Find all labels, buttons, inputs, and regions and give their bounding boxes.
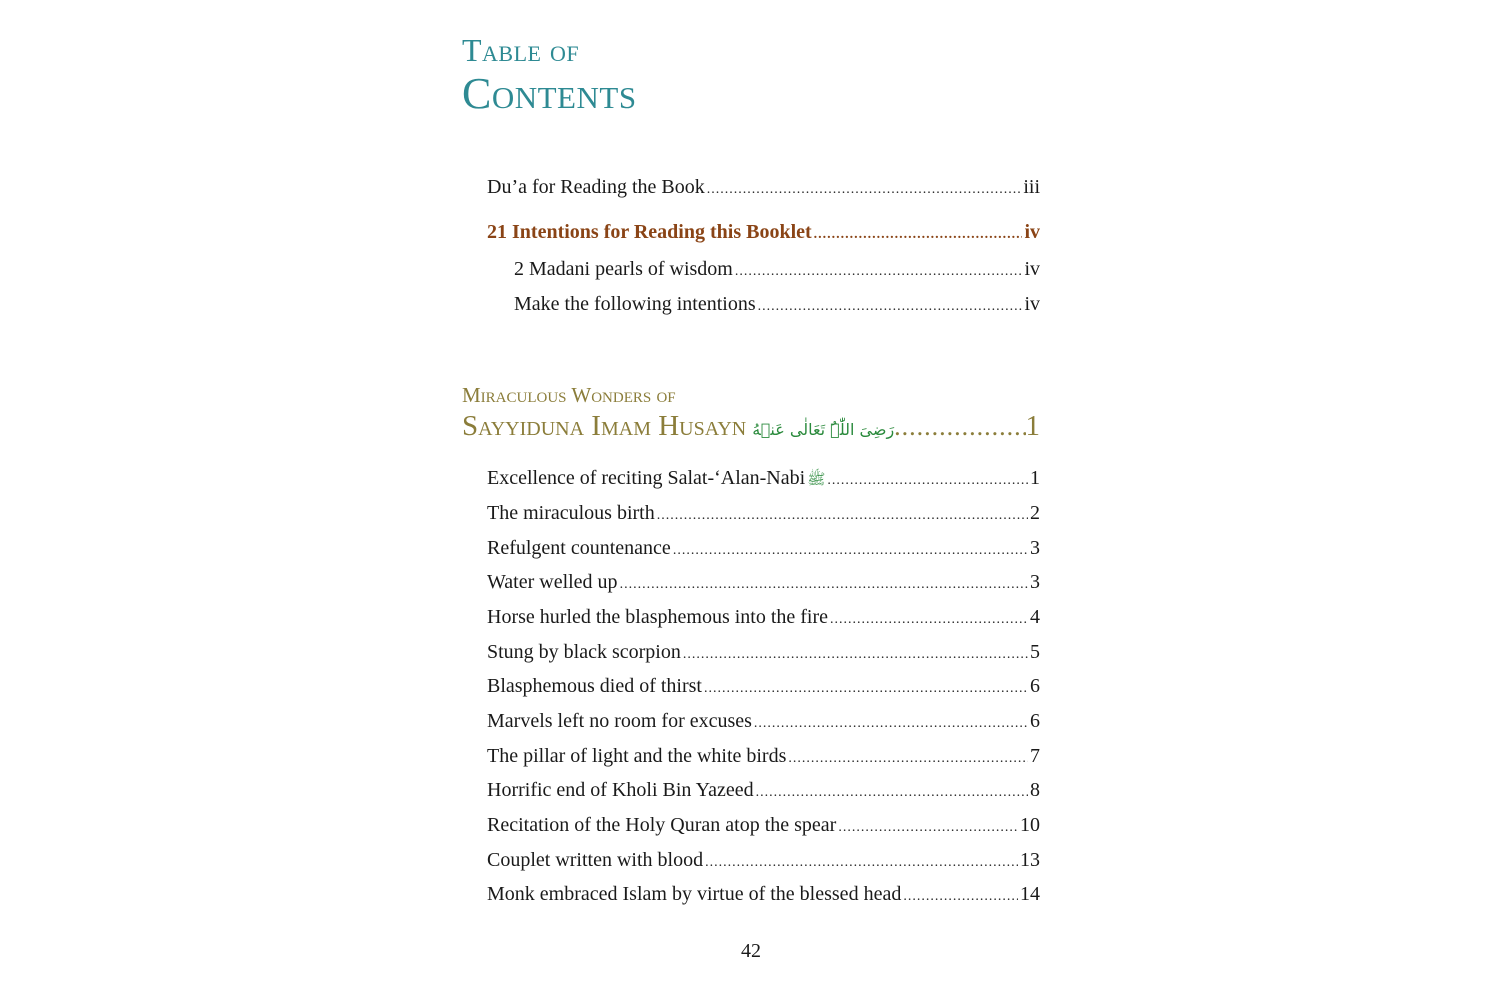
toc-entry-title: Horse hurled the blasphemous into the fire — [487, 606, 829, 628]
toc-entry-dua[interactable] — [487, 175, 1040, 202]
toc-entry-thirst[interactable] — [487, 674, 1040, 701]
section-heading-line1: Miraculous Wonders of — [462, 383, 676, 407]
toc-entry-marvels[interactable] — [487, 709, 1040, 736]
dot-leader — [754, 712, 1028, 736]
toc-entry-title: The miraculous birth — [487, 502, 655, 524]
toc-entry-salat[interactable] — [487, 466, 1040, 493]
toc-entry-page: iii — [1023, 176, 1040, 198]
arabic-honorific: رَضِیَ اللّٰہُ تَعَالٰی عَنۡهُ — [752, 420, 895, 439]
toc-entry-page: 3 — [1030, 571, 1040, 593]
toc-entry-title: Refulgent countenance — [487, 537, 671, 559]
toc-entry-title: 2 Madani pearls of wisdom — [514, 258, 733, 280]
toc-entry-page: 10 — [1020, 814, 1040, 836]
dot-leader — [838, 816, 1018, 840]
toc-entry-monk[interactable] — [487, 882, 1040, 909]
toc-entry-page: 1 — [1030, 467, 1040, 489]
toc-entry-page: 6 — [1030, 710, 1040, 732]
toc-entry-title: Stung by black scorpion — [487, 641, 681, 663]
dot-leader — [756, 781, 1028, 805]
toc-entry-make-intentions[interactable] — [514, 292, 1040, 319]
toc-entry-intentions[interactable] — [487, 220, 1040, 247]
toc-heading-line1: Table of — [462, 32, 580, 68]
toc-entry-page: 3 — [1030, 537, 1040, 559]
toc-entry-title: Monk embraced Islam by virtue of the blessed head — [487, 883, 902, 905]
toc-entry-title: Make the following intentions — [514, 293, 756, 315]
toc-entry-title: Recitation of the Holy Quran atop the spear — [487, 814, 837, 836]
toc-entry-page: 5 — [1030, 641, 1040, 663]
dot-leader — [704, 677, 1028, 701]
toc-entry-title: Du’a for Reading the Book — [487, 176, 705, 198]
toc-entry-miraculous-birth[interactable] — [487, 501, 1040, 528]
dot-leader — [827, 469, 1028, 493]
dot-leader — [830, 608, 1028, 632]
toc-entry-madani-pearls[interactable] — [514, 257, 1040, 284]
toc-entry-page: 14 — [1020, 883, 1040, 905]
dot-leader — [758, 295, 1023, 319]
toc-entry-page: iv — [1024, 258, 1040, 280]
dot-leader — [903, 885, 1018, 909]
toc-heading-line2: Contents — [462, 69, 637, 118]
dot-leader — [683, 643, 1028, 667]
dot-leader — [894, 412, 1025, 442]
toc-entry-horse[interactable] — [487, 605, 1040, 632]
toc-entry-couplet[interactable] — [487, 848, 1040, 875]
section-page: 1 — [1025, 410, 1040, 442]
dot-leader — [788, 747, 1028, 771]
toc-entry-page: 8 — [1030, 779, 1040, 801]
toc-entry-title: Blasphemous died of thirst — [487, 675, 702, 697]
salutation-honorific: ﷺ — [807, 470, 826, 488]
toc-entry-page: 4 — [1030, 606, 1040, 628]
document-page — [462, 0, 1042, 1000]
dot-leader — [814, 223, 1023, 247]
toc-entry-page: 7 — [1030, 745, 1040, 767]
toc-entry-refulgent[interactable] — [487, 536, 1040, 563]
dot-leader — [657, 504, 1028, 528]
dot-leader — [735, 260, 1023, 284]
toc-entry-title: Marvels left no room for excuses — [487, 710, 752, 732]
section-heading[interactable] — [462, 382, 1040, 443]
toc-heading — [462, 34, 637, 116]
toc-entry-page: 2 — [1030, 502, 1040, 524]
dot-leader — [707, 178, 1022, 202]
toc-entry-title: Couplet written with blood — [487, 849, 704, 871]
toc-entry-kholi[interactable] — [487, 778, 1040, 805]
dot-leader — [620, 573, 1028, 597]
toc-entry-page: iv — [1024, 293, 1040, 315]
toc-entry-recitation[interactable] — [487, 813, 1040, 840]
section-heading-row — [462, 410, 1040, 443]
toc-entry-title: Water welled up — [487, 571, 618, 593]
dot-leader — [673, 539, 1028, 563]
toc-entry-title: Excellence of reciting Salat-‘Alan-Nabi ﷺ — [487, 467, 826, 489]
toc-entry-title: Horrific end of Kholi Bin Yazeed — [487, 779, 754, 801]
toc-entry-page: iv — [1024, 221, 1040, 243]
dot-leader — [705, 851, 1018, 875]
section-heading-line2: Sayyiduna Imam Husayn — [462, 410, 747, 442]
toc-entry-page: 13 — [1020, 849, 1040, 871]
toc-entry-title: 21 Intentions for Reading this Booklet — [487, 221, 812, 243]
toc-entry-water[interactable] — [487, 570, 1040, 597]
toc-entry-title: The pillar of light and the white birds — [487, 745, 787, 767]
toc-entry-pillar[interactable] — [487, 744, 1040, 771]
toc-entry-page: 6 — [1030, 675, 1040, 697]
page-number: 42 — [741, 940, 761, 962]
toc-entry-scorpion[interactable] — [487, 640, 1040, 667]
